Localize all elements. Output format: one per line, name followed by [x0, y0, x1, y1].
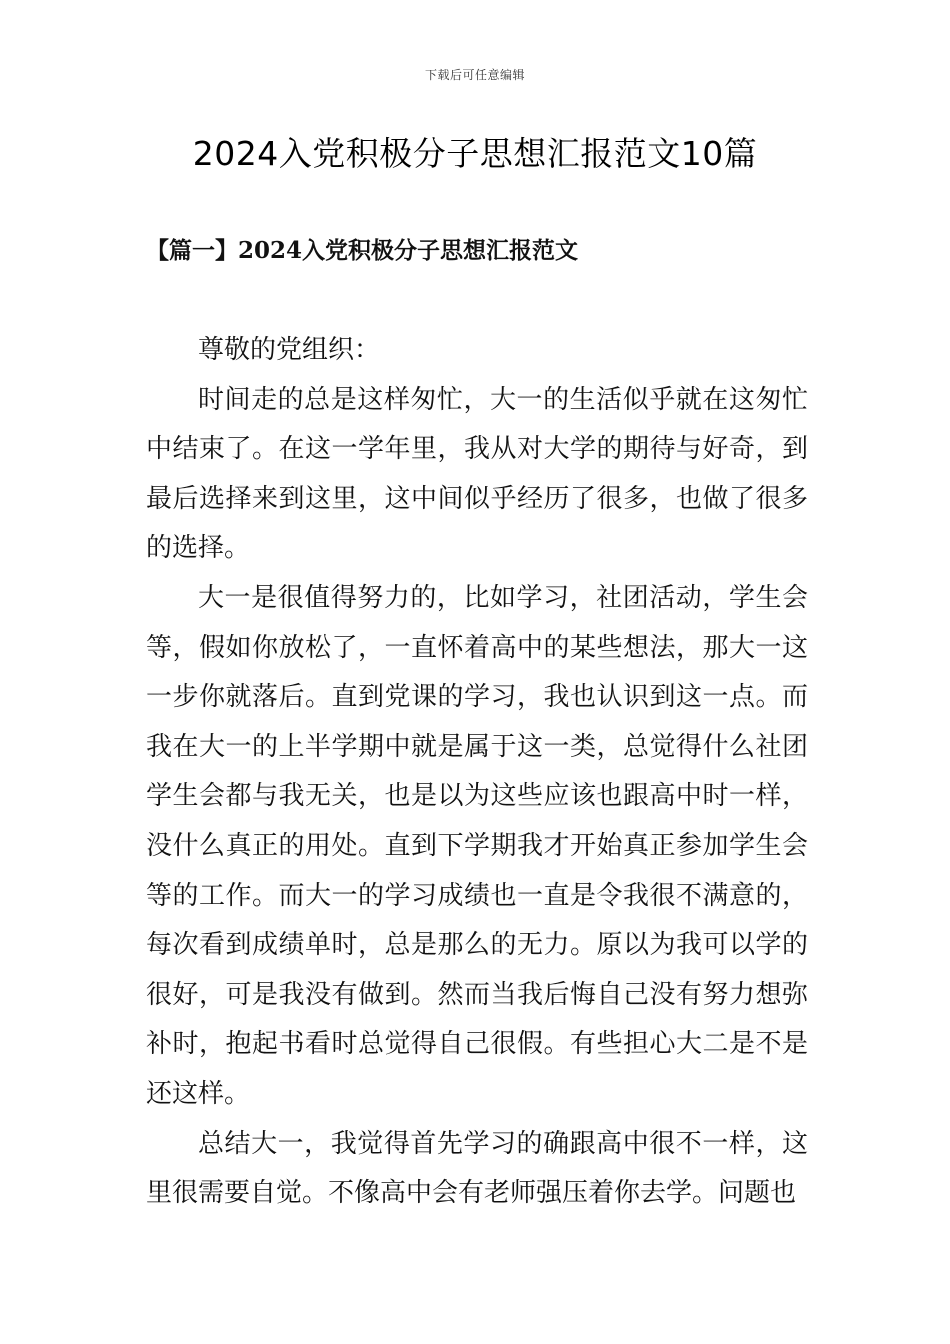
section-heading: 【篇一】2024入党积极分子思想汇报范文	[146, 237, 579, 264]
document-title: 2024入党积极分子思想汇报范文10篇	[192, 134, 758, 173]
paragraph: 时间走的总是这样匆忙，大一的生活似乎就在这匆忙中结束了。在这一学年里，我从对大学的期待与好奇，到最后选择来到这里，这中间似乎经历了很多，也做了很多的选择。	[146, 384, 808, 564]
salutation: 尊敬的党组织：	[198, 335, 381, 365]
header-note: 下载后可任意编辑	[424, 68, 525, 82]
paragraph: 总结大一，我觉得首先学习的确跟高中很不一样，这里很需要自觉。不像高中会有老师强压着你去学。问题也	[146, 1128, 808, 1209]
body-text	[146, 326, 808, 1219]
paragraph: 大一是很值得努力的，比如学习，社团活动，学生会等，假如你放松了，一直怀着高中的某些想法，那大一这一步你就落后。直到党课的学习，我也认识到这一点。而我在大一的上半学期中就是属于这一类，总觉得什么社团学生会都与我无关，也是以为这些应该也跟高中时一样，没什么真正的用处。直到下学期我才开始真正参加学生会等的工作。而大一的学习成绩也一直是令我很不满意的，每次看到成绩单时，总是那么的无力。原以为我可以学的很好，可是我没有做到。然而当我后悔自己没有努力想弥补时，抱起书看时总觉得自己很假。有些担心大二是不是还这样。	[146, 582, 808, 1109]
